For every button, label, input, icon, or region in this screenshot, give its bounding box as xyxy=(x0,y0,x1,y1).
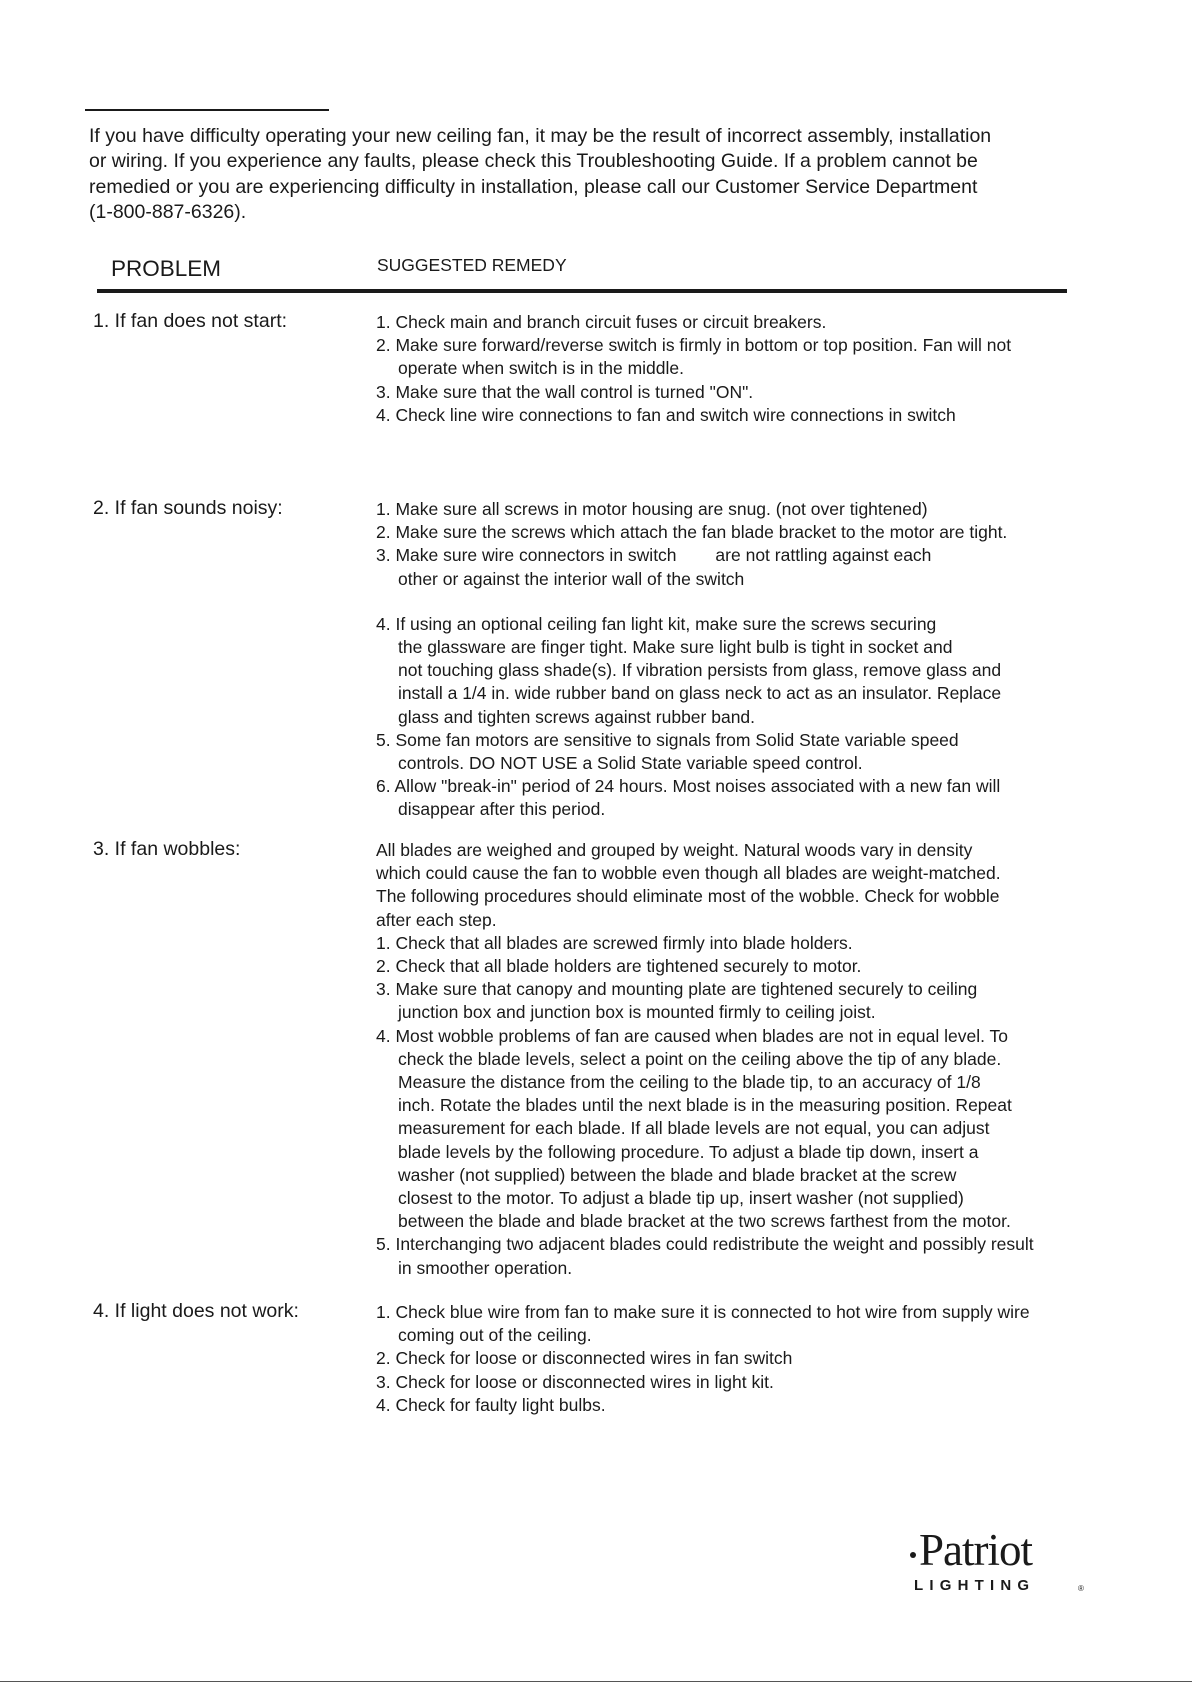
remedy-list xyxy=(376,839,1176,1280)
remedy-line: 3. Make sure that the wall control is turned "ON". xyxy=(376,381,754,402)
remedy-line: 2. Make sure forward/reverse switch is firmly in bottom or top position. Fan will not xyxy=(376,335,1012,356)
remedy-line: Measure the distance from the ceiling to the blade tip, to an accuracy of 1/8 xyxy=(398,1072,981,1093)
remedy-line: 4. Check for faulty light bulbs. xyxy=(376,1394,606,1415)
remedy-line: which could cause the fan to wobble even though all blades are weight-matched. xyxy=(376,863,1001,884)
remedy-line: coming out of the ceiling. xyxy=(398,1325,592,1346)
remedy-line: in smoother operation. xyxy=(398,1257,573,1278)
remedy-line: 2. Check that all blade holders are tightened securely to motor. xyxy=(376,956,862,977)
remedy-line: blade levels by the following procedure. To adjust a blade tip down, insert a xyxy=(398,1141,979,1162)
patriot-lighting-logo xyxy=(910,1525,1085,1598)
intro-line: or wiring. If you experience any faults, please check this Troubleshooting Guide. If a problem cannot be xyxy=(89,150,978,173)
table-header xyxy=(97,253,1067,293)
logo-dot xyxy=(910,1552,916,1558)
intro-line: (1-800-887-6326). xyxy=(89,200,247,223)
remedy-line: 2. Check for loose or disconnected wires in fan switch xyxy=(376,1348,793,1369)
remedy-line: disappear after this period. xyxy=(398,799,606,820)
intro-paragraph xyxy=(89,124,1089,225)
remedy-line: The following procedures should eliminate most of the wobble. Check for wobble xyxy=(376,886,1000,907)
bottom-edge-rule xyxy=(0,1681,1192,1682)
remedy-line: 6. Allow "break-in" period of 24 hours. Most noises associated with a new fan will xyxy=(376,776,1001,797)
title-underline xyxy=(85,109,329,111)
remedy-line: 1. Check that all blades are screwed firmly into blade holders. xyxy=(376,932,853,953)
remedy-line: 5. Some fan motors are sensitive to signals from Solid State variable speed xyxy=(376,729,959,750)
remedy-list xyxy=(376,498,1176,822)
remedy-line: controls. DO NOT USE a Solid State variable speed control. xyxy=(398,753,863,774)
remedy-line: check the blade levels, select a point on the ceiling above the tip of any blade. xyxy=(398,1048,1002,1069)
remedy-line: 3. Check for loose or disconnected wires in light kit. xyxy=(376,1371,774,1392)
problem-label: 3. If fan wobbles: xyxy=(93,838,241,860)
problem-label: 1. If fan does not start: xyxy=(93,310,288,332)
remedy-line: not touching glass shade(s). If vibration persists from glass, remove glass and xyxy=(398,660,1002,681)
remedy-list xyxy=(376,1301,1176,1417)
remedy-line: glass and tighten screws against rubber band. xyxy=(398,706,756,727)
logo-subtitle: LIGHTING xyxy=(914,1577,1036,1594)
remedy-line: 5. Interchanging two adjacent blades could redistribute the weight and possibly result xyxy=(376,1234,1034,1255)
remedy-column-header: SUGGESTED REMEDY xyxy=(377,255,567,275)
registered-mark: ® xyxy=(1078,1584,1084,1593)
remedy-line: after each step. xyxy=(376,909,497,930)
remedy-line: 3. Make sure wire connectors in switch are not rattling against each xyxy=(376,545,932,566)
problem-column-header: PROBLEM xyxy=(111,256,222,281)
remedy-line: 4. Most wobble problems of fan are caused when blades are not in equal level. To xyxy=(376,1025,1009,1046)
remedy-line: between the blade and blade bracket at the two screws farthest from the motor. xyxy=(398,1211,1011,1232)
remedy-line: install a 1/4 in. wide rubber band on glass neck to act as an insulator. Replace xyxy=(398,683,1002,704)
remedy-line: measurement for each blade. If all blade levels are not equal, you can adjust xyxy=(398,1118,990,1139)
remedy-line: inch. Rotate the blades until the next blade is in the measuring position. Repeat xyxy=(398,1095,1012,1116)
remedy-line: 1. Make sure all screws in motor housing are snug. (not over tightened) xyxy=(376,499,928,519)
remedy-line: 4. Check line wire connections to fan and switch wire connections in switch xyxy=(376,404,956,425)
remedy-line: 1. Check main and branch circuit fuses or circuit breakers. xyxy=(376,312,827,332)
remedy-line: junction box and junction box is mounted firmly to ceiling joist. xyxy=(398,1002,876,1023)
intro-line: remedied or you are experiencing difficulty in installation, please call our Customer Service Department xyxy=(89,175,978,198)
remedy-line: 1. Check blue wire from fan to make sure it is connected to hot wire from supply wire xyxy=(376,1302,1030,1322)
remedy-line: operate when switch is in the middle. xyxy=(398,358,684,379)
problem-label: 4. If light does not work: xyxy=(93,1300,299,1322)
remedy-line: other or against the interior wall of the switch xyxy=(398,568,745,589)
problem-label: 2. If fan sounds noisy: xyxy=(93,497,283,519)
remedy-line: washer (not supplied) between the blade and blade bracket at the screw xyxy=(398,1164,957,1185)
remedy-line: closest to the motor. To adjust a blade tip up, insert washer (not supplied) xyxy=(398,1188,964,1209)
intro-line: If you have difficulty operating your new ceiling fan, it may be the result of incorrect assembly, installation xyxy=(89,125,992,147)
remedy-line: 4. If using an optional ceiling fan light kit, make sure the screws securing xyxy=(376,613,937,634)
paragraph-gap xyxy=(376,591,1176,613)
remedy-line: 2. Make sure the screws which attach the fan blade bracket to the motor are tight. xyxy=(376,522,1008,543)
remedy-list xyxy=(376,311,1176,427)
logo-wordmark: Patriot xyxy=(919,1525,1032,1575)
remedy-line: the glassware are finger tight. Make sure light bulb is tight in socket and xyxy=(398,637,953,658)
remedy-line: All blades are weighed and grouped by weight. Natural woods vary in density xyxy=(376,840,973,860)
remedy-line: 3. Make sure that canopy and mounting plate are tightened securely to ceiling xyxy=(376,979,978,1000)
